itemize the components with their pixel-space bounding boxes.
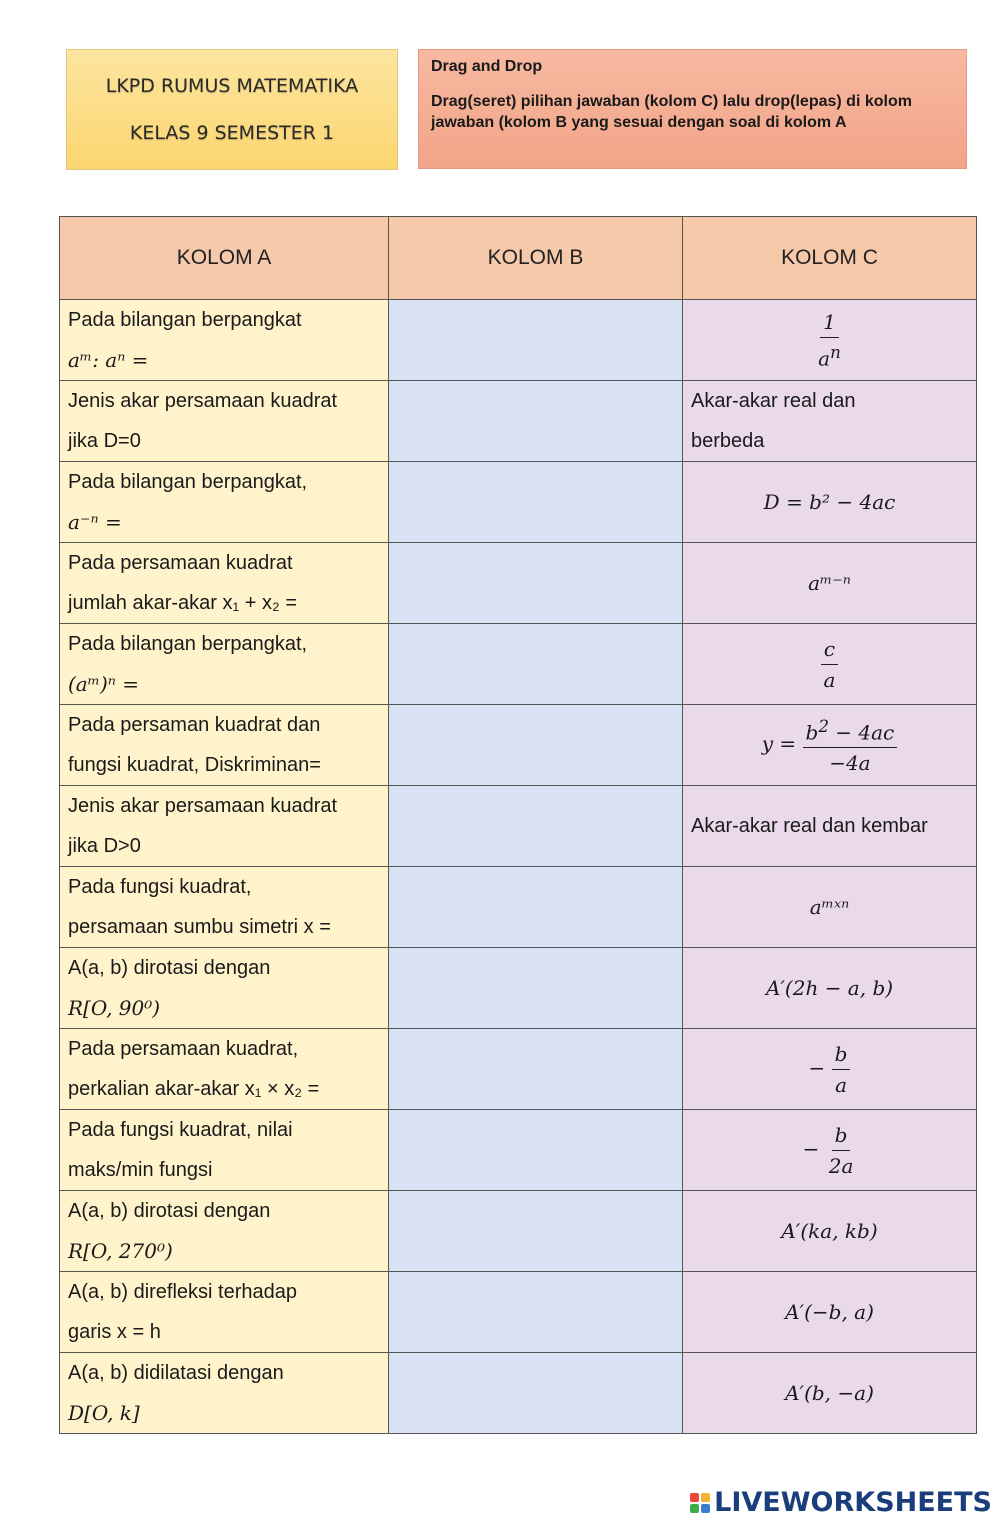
answer-option[interactable]: y = $\frac{b^2 - 4ac}{-4a}$: [683, 705, 977, 786]
question-formula: R[O, 270⁰): [68, 1239, 173, 1263]
question-cell: [60, 381, 389, 462]
instructions-title: Drag and Drop: [431, 58, 543, 75]
question-cell: [60, 1353, 389, 1434]
answer-formula: D = b² − 4ac: [763, 489, 896, 514]
liveworksheets-logo: [690, 1487, 992, 1518]
question-line: jika D>0: [68, 835, 141, 857]
table-row: [60, 867, 977, 948]
question-line: A(a, b) didilatasi dengan: [68, 1362, 284, 1384]
question-formula: jumlah akar-akar x₁ + x₂ =: [68, 592, 298, 614]
table-row: [60, 1029, 977, 1110]
logo-square-icon: [690, 1493, 699, 1502]
answer-option[interactable]: [683, 543, 977, 624]
drop-zone[interactable]: [389, 381, 683, 462]
question-cell: [60, 300, 389, 381]
answer-option[interactable]: [683, 948, 977, 1029]
table-row: [60, 1353, 977, 1434]
question-line: A(a, b) dirotasi dengan: [68, 1200, 271, 1222]
answer-formula: aᵐ⁻ⁿ: [808, 570, 851, 595]
question-cell: [60, 1272, 389, 1353]
question-formula: D[O, k]: [68, 1401, 140, 1425]
worksheet-title-box: [66, 49, 398, 170]
answer-formula: −: [808, 1055, 832, 1080]
table-row: [60, 462, 977, 543]
logo-square-icon: [701, 1493, 710, 1502]
answer-option[interactable]: [683, 1272, 977, 1353]
table-row: [60, 381, 977, 462]
question-formula: a⁻ⁿ =: [68, 510, 122, 534]
question-formula: R[O, 90⁰): [68, 996, 161, 1020]
question-cell: [60, 462, 389, 543]
worksheet-title: LKPD RUMUS MATEMATIKA: [105, 74, 359, 97]
table-row: [60, 543, 977, 624]
instructions-box: [418, 49, 967, 169]
instructions-text: Drag(seret) pilihan jawaban (kolom C) lalu drop(lepas) di kolom jawaban (kolom B yang sesuai dengan soal di kolom A: [431, 93, 912, 131]
matching-table: [59, 216, 977, 1434]
drop-zone[interactable]: [389, 543, 683, 624]
question-line: Jenis akar persamaan kuadrat: [68, 390, 338, 412]
answer-formula: A′(ka, kb): [781, 1218, 878, 1243]
question-formula: persamaan sumbu simetri x =: [68, 916, 331, 938]
table-row: [60, 1110, 977, 1191]
question-line: Jenis akar persamaan kuadrat: [68, 795, 338, 817]
answer-option[interactable]: [683, 462, 977, 543]
drop-zone[interactable]: [389, 786, 683, 867]
question-line: maks/min fungsi: [68, 1159, 213, 1181]
table-row: [60, 1191, 977, 1272]
question-formula: perkalian akar-akar x₁ × x₂ =: [68, 1078, 320, 1100]
question-cell: [60, 543, 389, 624]
question-cell: [60, 786, 389, 867]
answer-text: Akar-akar real dan kembar: [691, 815, 928, 837]
answer-formula: $\frac{1}{a^n}$: [818, 309, 841, 371]
worksheet-subtitle: KELAS 9 SEMESTER 1: [129, 121, 335, 144]
drop-zone[interactable]: [389, 705, 683, 786]
question-cell: [60, 867, 389, 948]
answer-option[interactable]: [683, 381, 977, 462]
drop-zone[interactable]: [389, 624, 683, 705]
header-kolom-b: KOLOM B: [389, 217, 683, 300]
drop-zone[interactable]: [389, 1191, 683, 1272]
table-row: [60, 786, 977, 867]
drop-zone[interactable]: [389, 1353, 683, 1434]
header-kolom-a: KOLOM A: [60, 217, 389, 300]
drop-zone[interactable]: [389, 867, 683, 948]
answer-formula: A′(−b, a): [785, 1299, 874, 1324]
question-line: Pada bilangan berpangkat: [68, 309, 302, 331]
answer-option[interactable]: [683, 624, 977, 705]
question-line: Pada persaman kuadrat dan: [68, 714, 321, 736]
drop-zone[interactable]: [389, 462, 683, 543]
answer-text: Akar-akar real dan berbeda: [691, 390, 856, 452]
header-kolom-c: KOLOM C: [683, 217, 977, 300]
table-row: [60, 705, 977, 786]
question-cell: [60, 1110, 389, 1191]
question-formula: garis x = h: [68, 1321, 161, 1343]
question-cell: [60, 624, 389, 705]
answer-option[interactable]: − $\frac{b}{a}$: [683, 1029, 977, 1110]
table-header-row: [60, 217, 977, 300]
question-line: Pada fungsi kuadrat, nilai: [68, 1119, 293, 1141]
drop-zone[interactable]: [389, 1029, 683, 1110]
question-line: jika D=0: [68, 430, 141, 452]
question-cell: [60, 1029, 389, 1110]
answer-formula: aᵐˣⁿ: [809, 894, 850, 919]
question-line: Pada bilangan berpangkat,: [68, 471, 308, 493]
drop-zone[interactable]: [389, 300, 683, 381]
table-row: [60, 1272, 977, 1353]
question-line: A(a, b) direfleksi terhadap: [68, 1281, 298, 1303]
answer-option[interactable]: [683, 786, 977, 867]
table-row: [60, 948, 977, 1029]
answer-formula: y =: [761, 731, 803, 756]
question-cell: [60, 705, 389, 786]
drop-zone[interactable]: [389, 1110, 683, 1191]
drop-zone[interactable]: [389, 948, 683, 1029]
question-formula: aᵐ: aⁿ =: [68, 348, 149, 372]
question-line: fungsi kuadrat, Diskriminan=: [68, 754, 321, 776]
question-line: A(a, b) dirotasi dengan: [68, 957, 271, 979]
question-line: Pada persamaan kuadrat,: [68, 1038, 299, 1060]
table-row: [60, 624, 977, 705]
answer-formula: A′(b, −a): [785, 1380, 874, 1405]
question-line: Pada fungsi kuadrat,: [68, 876, 252, 898]
answer-option[interactable]: [683, 867, 977, 948]
table-row: [60, 300, 977, 381]
answer-option[interactable]: [683, 300, 977, 381]
answer-formula: −: [802, 1136, 826, 1161]
question-cell: [60, 1191, 389, 1272]
question-cell: [60, 948, 389, 1029]
answer-option[interactable]: − $\frac{b}{2a}$: [683, 1110, 977, 1191]
answer-option[interactable]: [683, 1353, 977, 1434]
logo-square-icon: [690, 1504, 699, 1513]
brand-name: LIVEWORKSHEETS: [714, 1487, 992, 1518]
question-line: Pada bilangan berpangkat,: [68, 633, 308, 655]
answer-option[interactable]: [683, 1191, 977, 1272]
answer-formula: $\frac{c}{a}$: [821, 636, 839, 693]
drop-zone[interactable]: [389, 1272, 683, 1353]
logo-grid-icon: [690, 1493, 710, 1513]
question-formula: (aᵐ)ⁿ =: [68, 672, 140, 696]
question-line: Pada persamaan kuadrat: [68, 552, 293, 574]
logo-square-icon: [701, 1504, 710, 1513]
answer-formula: A′(2h − a, b): [765, 975, 894, 1000]
